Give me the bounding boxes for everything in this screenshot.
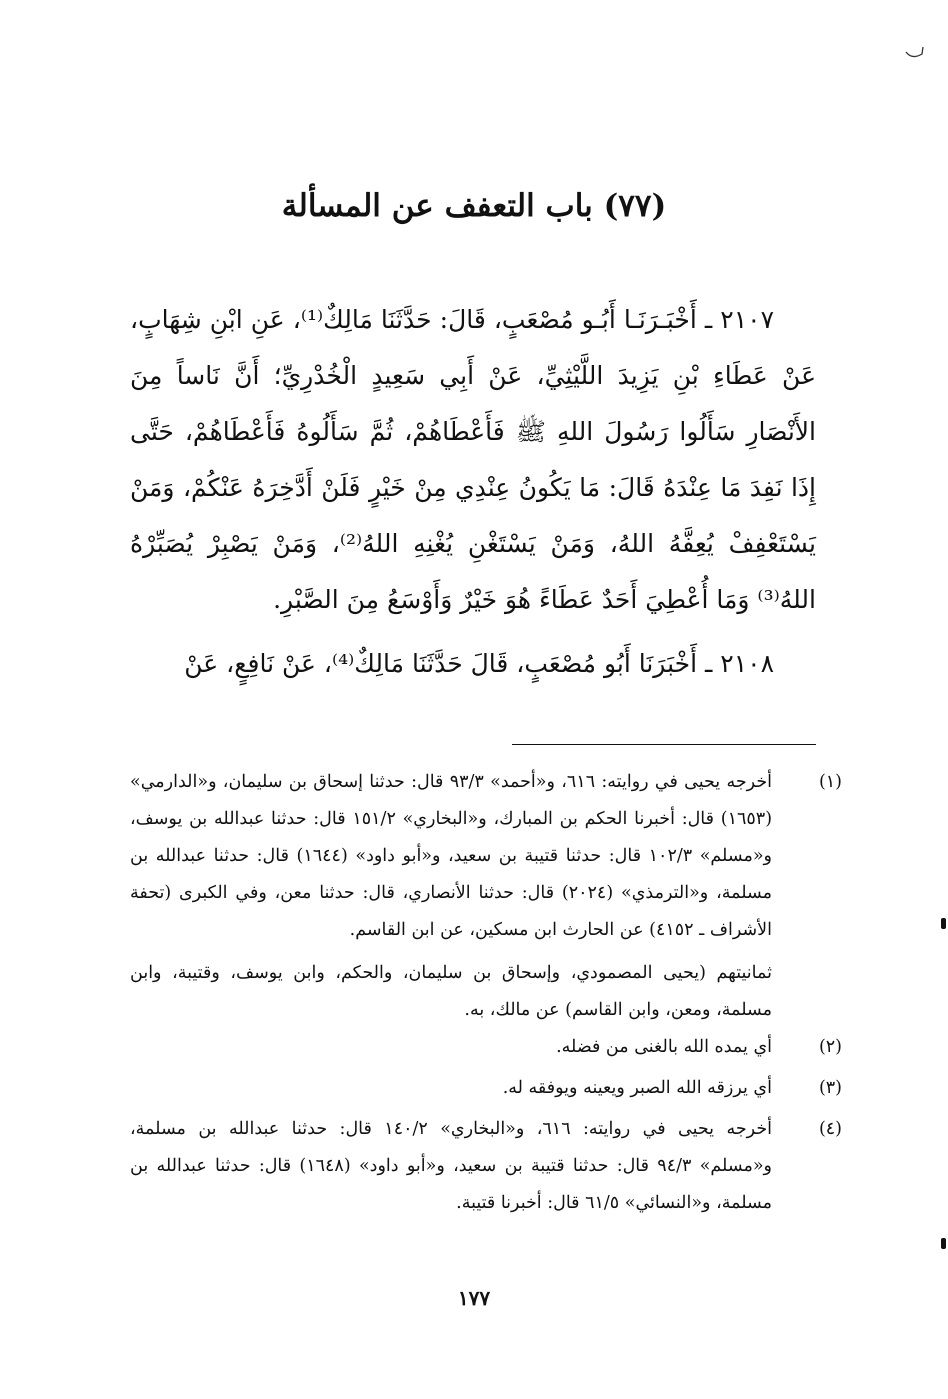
footnote-text: أخرجه يحيى في روايته: ٦١٦، و«أحمد» ٩٣/٣ قال: حدثنا إسحاق بن سليمان، و«الدارمي» (١٦٥٣) قال: أخبرنا الحكم بن المبارك، و«البخاري» ١٥١/٢ قال: حدثنا عبدالله بن يوسف، و«مسلم» ١٠٢/٣ قال: حدثنا قتيبة بن سعيد، و«أبو داود» (١٦٤٤) قال: حدثنا عبدالله بن مسلمة، و«الترمذي» (٢٠٢٤) قال: حدثنا الأنصاري، قال: حدثنا معن، وفي الكبرى (تحفة الأشراف ـ ٤١٥٢) عن الحارث ابن مسكين، عن ابن القاسم. [130,772,773,940]
footnote-text: أي يمده الله بالغنى من فضله. [556,1037,772,1057]
footnote-4 [130,1111,842,1222]
scan-mark-icon [904,44,926,62]
footnote-number: (٤) [818,1119,842,1139]
scan-speck [941,1238,946,1249]
footnote-text: أخرجه يحيى في روايته: ٦١٦، و«البخاري» ١٤٠/٢ قال: حدثنا عبدالله بن مسلمة، و«مسلم» ٩٤/٣ قال: حدثنا قتيبة بن سعيد، و«أبو داود» (١٦٤٨) قال: حدثنا عبدالله بن مسلمة، و«النسائي» ٦١/٥ قال: أخبرنا قتيبة. [130,1119,773,1213]
footnote-text: أي يرزقه الله الصبر ويعينه ويوفقه له. [502,1078,772,1098]
hadith-text [130,292,816,692]
hadith-2107: ٢١٠٧ ـ أَخْبَـرَنَـا أَبُـو مُصْعَبٍ، قَالَ: حَدَّثَنَا مَالِكٌ⁽¹⁾، عَنِ ابْنِ شِهَابٍ، عَنْ عَطَاءِ بْنِ يَزِيدَ اللَّيْثِيِّ، عَنْ أَبِي سَعِيدٍ الْخُدْرِيِّ؛ أَنَّ نَاساً مِنَ الأَنْصَارِ سَأَلُوا رَسُولَ اللهِ ﷺ فَأَعْطَاهُمْ، ثُمَّ سَأَلُوهُ فَأَعْطَاهُمْ، حَتَّى إِذَا نَفِدَ مَا عِنْدَهُ قَالَ: مَا يَكُونُ عِنْدِي مِنْ خَيْرٍ فَلَنْ أَدَّخِرَهُ عَنْكُمْ، وَمَنْ يَسْتَعْفِفْ يُعِفَّهُ اللهُ، وَمَنْ يَسْتَغْنِ يُغْنِهِ اللهُ⁽²⁾، وَمَنْ يَصْبِرْ يُصَبِّرْهُ اللهُ⁽³⁾ وَمَا أُعْطِيَ أَحَدٌ عَطَاءً هُوَ خَيْرٌ وَأَوْسَعُ مِنَ الصَّبْرِ. [130,305,816,614]
footnote-number: (٢) [818,1037,842,1057]
chapter-title: (٧٧) باب التعفف عن المسألة [281,188,667,224]
footnote-number: (٣) [818,1078,842,1098]
hadith-2108: ٢١٠٨ ـ أَخْبَرَنَا أَبُو مُصْعَبٍ، قَالَ حَدَّثَنَا مَالِكٌ⁽⁴⁾، عَنْ نَافِعٍ، عَنْ [184,649,774,678]
footnote-number: (١) [818,772,842,792]
footnote-1-continuation: ثمانيتهم (يحيى المصمودي، وإسحاق بن سليمان، والحكم، وابن يوسف، وقتيبة، وابن مسلمة، ومعن، وابن القاسم) عن مالك، به. [130,963,772,1020]
scan-speck [941,918,946,929]
footnote-2 [130,1029,842,1066]
footnote-1 [130,764,842,949]
page-number: ١٧٧ [457,1286,491,1310]
footnote-3 [130,1070,842,1107]
footnote-separator [512,744,816,745]
footnotes [130,764,842,1222]
